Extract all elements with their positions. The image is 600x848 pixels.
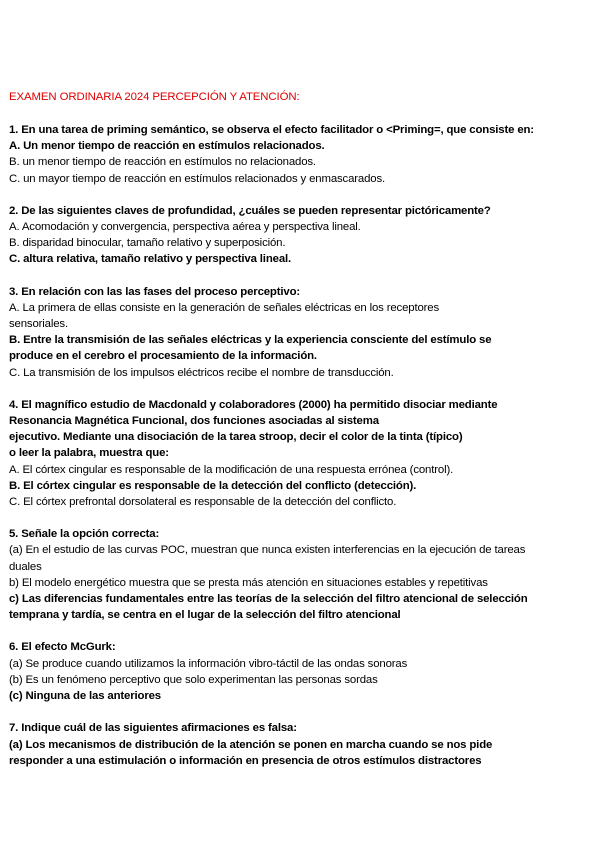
question-text — [9, 720, 588, 736]
answer-option-line: A. La primera de ellas consiste en la generación de señales eléctricas en los receptores — [9, 301, 440, 314]
answer-option — [9, 154, 588, 170]
questions-list — [9, 122, 588, 769]
answer-option-line: (a) En el estudio de las curvas POC, muestran que nunca existen interferencias en la ejecución de tareas — [9, 544, 526, 557]
document-title: EXAMEN ORDINARIA 2024 PERCEPCIÓN Y ATENCIÓN: — [9, 91, 300, 103]
question-text-line: 3. En relación con las las fases del proceso perceptivo: — [9, 285, 301, 298]
answer-option-line: (b) Es un fenómeno perceptivo que solo experimentan las personas sordas — [9, 673, 378, 686]
answer-option — [9, 300, 588, 332]
answer-option — [9, 171, 588, 187]
question-text — [9, 639, 588, 655]
answer-option-line: B. Entre la transmisión de las señales eléctricas y la experiencia consciente del estímulo se — [9, 334, 492, 347]
answer-option-highlighted — [9, 591, 588, 623]
answer-option-highlighted — [9, 478, 588, 494]
answer-option-line: temprana y tardía, se centra en el lugar de la selección del filtro atencional — [9, 609, 401, 622]
question-7 — [9, 720, 588, 769]
question-5 — [9, 526, 588, 623]
answer-option-line: duales — [9, 560, 42, 573]
answer-option-highlighted — [9, 251, 588, 267]
answer-option — [9, 462, 588, 478]
answer-option-line: A. El córtex cingular es responsable de la modificación de una respuesta errónea (control). — [9, 463, 454, 476]
answer-option-line: B. disparidad binocular, tamaño relativo y superposición. — [9, 237, 286, 250]
question-text-line: 7. Indique cuál de las siguientes afirmaciones es falsa: — [9, 722, 297, 735]
question-text — [9, 284, 588, 300]
question-text — [9, 203, 588, 219]
question-3 — [9, 284, 588, 381]
question-text — [9, 526, 588, 542]
answer-option — [9, 656, 588, 672]
answer-option-line: C. un mayor tiempo de reacción en estímulos relacionados y enmascarados. — [9, 172, 386, 185]
question-4 — [9, 397, 588, 510]
answer-option — [9, 542, 588, 574]
answer-option-highlighted — [9, 688, 588, 704]
question-1 — [9, 122, 588, 187]
answer-option-line: (a) Los mecanismos de distribución de la atención se ponen en marcha cuando se nos pide — [9, 738, 493, 751]
answer-option-line: C. El córtex prefrontal dorsolateral es responsable de la detección del conflicto. — [9, 496, 397, 509]
question-6 — [9, 639, 588, 704]
question-text-line: 6. El efecto McGurk: — [9, 641, 116, 654]
question-text — [9, 397, 588, 462]
answer-option-line: C. altura relativa, tamaño relativo y perspectiva lineal. — [9, 253, 292, 266]
answer-option-line: B. El córtex cingular es responsable de la detección del conflicto (detección). — [9, 479, 417, 492]
answer-option — [9, 365, 588, 381]
answer-option — [9, 219, 588, 235]
answer-option-line: responder a una estimulación o información en presencia de otros estímulos distractores — [9, 754, 482, 767]
answer-option-line: (a) Se produce cuando utilizamos la información vibro-táctil de las ondas sonoras — [9, 657, 408, 670]
answer-option-line: c) Las diferencias fundamentales entre las teorías de la selección del filtro atencional de selección — [9, 593, 528, 606]
answer-option-line: B. un menor tiempo de reacción en estímulos no relacionados. — [9, 156, 316, 169]
answer-option-line: A. Acomodación y convergencia, perspectiva aérea y perspectiva lineal. — [9, 221, 361, 234]
question-text-line: 5. Señale la opción correcta: — [9, 528, 160, 541]
question-text-line: ejecutivo. Mediante una disociación de la tarea stroop, decir el color de la tinta (típico) — [9, 431, 463, 444]
answer-option-highlighted — [9, 138, 588, 154]
answer-option — [9, 494, 588, 510]
answer-option — [9, 235, 588, 251]
answer-option-highlighted — [9, 332, 588, 364]
answer-option-line: A. Un menor tiempo de reacción en estímulos relacionados. — [9, 140, 325, 153]
answer-option-line: sensoriales. — [9, 318, 68, 331]
answer-option-line: C. La transmisión de los impulsos eléctricos recibe el nombre de transducción. — [9, 366, 394, 379]
answer-option-highlighted — [9, 737, 588, 769]
question-text — [9, 122, 588, 138]
question-text-line: Resonancia Magnética Funcional, dos funciones asociadas al sistema — [9, 415, 379, 428]
question-text-line: 1. En una tarea de priming semántico, se observa el efecto facilitador o <Priming=, que consiste en: — [9, 124, 534, 136]
answer-option-line: (c) Ninguna de las anteriores — [9, 690, 161, 703]
question-2 — [9, 203, 588, 268]
question-text-line: 2. De las siguientes claves de profundidad, ¿cuáles se pueden representar pictóricamente? — [9, 204, 491, 217]
answer-option — [9, 672, 588, 688]
answer-option — [9, 575, 588, 591]
answer-option-line: produce en el cerebro el procesamiento de la información. — [9, 350, 317, 363]
question-text-line: o leer la palabra, muestra que: — [9, 447, 169, 460]
question-text-line: 4. El magnífico estudio de Macdonald y colaboradores (2000) ha permitido disociar mediante — [9, 398, 498, 411]
answer-option-line: b) El modelo energético muestra que se presta más atención en situaciones estables y repetitivas — [9, 576, 488, 589]
